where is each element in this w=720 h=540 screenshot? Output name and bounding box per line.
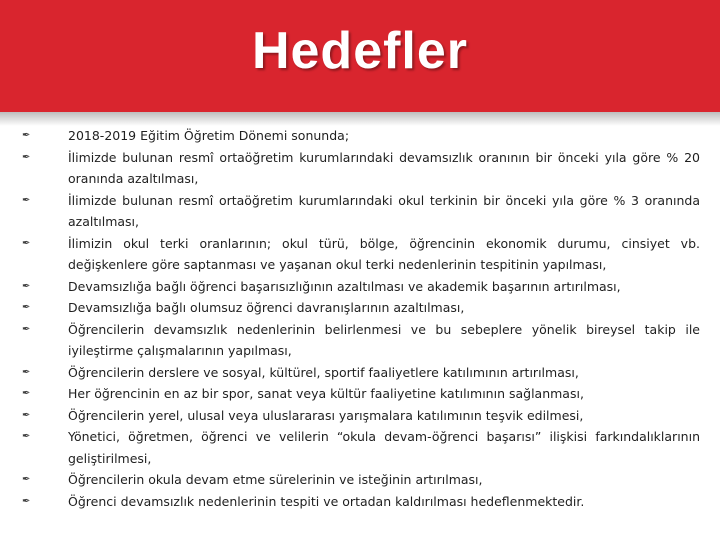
feather-quill-icon: ✒ <box>22 194 31 206</box>
title-banner <box>0 0 720 112</box>
list-item-text: 2018-2019 Eğitim Öğretim Dönemi sonunda; <box>68 128 350 143</box>
list-item <box>0 297 720 319</box>
list-item-text: Öğrencilerin derslere ve sosyal, kültürel, sportif faaliyetlere katılımının artırılması, <box>68 364 579 380</box>
feather-quill-icon: ✒ <box>22 431 31 442</box>
banner-shadow <box>0 112 720 126</box>
feather-quill-icon: ✒ <box>22 237 31 249</box>
list-item <box>0 319 720 362</box>
list-item-text: Her öğrencinin en az bir spor, sanat veya kültür faaliyetine katılımının sağlanması, <box>68 386 584 401</box>
list-item-text: İlimizde bulunan resmî ortaöğretim kurumlarındaki devamsızlık oranının bir önceki yıla göre % 20 oranında azaltılması, <box>68 149 700 186</box>
feather-quill-icon: ✒ <box>22 388 31 399</box>
feather-quill-icon: ✒ <box>22 495 31 507</box>
feather-quill-icon: ✒ <box>22 302 31 313</box>
list-item <box>0 125 720 147</box>
feather-quill-icon: ✒ <box>22 474 31 485</box>
list-item-text: Öğrencilerin okula devam etme sürelerinin ve isteğinin artırılması, <box>68 472 483 487</box>
list-item-text: İlimizin okul terki oranlarının; okul türü, bölge, öğrencinin ekonomik durumu, cinsiyet vb. değişkenlere göre saptanması ve yaşanan okul terki nedenlerinin tespitinin yapılması, <box>68 235 700 272</box>
feather-quill-icon: ✒ <box>22 130 31 141</box>
feather-quill-icon: ✒ <box>22 151 31 163</box>
list-item <box>0 405 720 427</box>
list-item <box>0 469 720 491</box>
list-item-text: Devamsızlığa bağlı olumsuz öğrenci davranışlarının azaltılması, <box>68 300 465 315</box>
list-item <box>0 383 720 405</box>
list-item <box>0 426 720 469</box>
list-item <box>0 276 720 298</box>
objectives-list <box>0 125 720 512</box>
list-item <box>0 190 720 233</box>
list-item-text: Öğrencilerin devamsızlık nedenlerinin belirlenmesi ve bu sebeplere yönelik bireysel takip ile iyileştirme çalışmalarının yapılması, <box>68 321 700 358</box>
slide-title: Hedefler <box>251 22 469 80</box>
feather-quill-icon: ✒ <box>22 409 31 421</box>
list-item <box>0 362 720 384</box>
list-item-text: Devamsızlığa bağlı öğrenci başarısızlığının azaltılması ve akademik başarının artırılması, <box>68 278 621 294</box>
list-item <box>0 491 720 513</box>
feather-quill-icon: ✒ <box>22 366 31 378</box>
list-item-text: Yönetici, öğretmen, öğrenci ve velilerin “okula devam-öğrenci başarısı” ilişkisi farkındalıklarının geliştirilmesi, <box>68 429 700 466</box>
list-item-text: İlimizde bulunan resmî ortaöğretim kurumlarındaki okul terkinin bir önceki yıla göre % 3 oranında azaltılması, <box>68 192 700 229</box>
feather-quill-icon: ✒ <box>22 323 31 335</box>
list-item <box>0 233 720 276</box>
list-item <box>0 147 720 190</box>
list-item-text: Öğrenci devamsızlık nedenlerinin tespiti ve ortadan kaldırılması hedeflenmektedir. <box>68 493 585 509</box>
list-item-text: Öğrencilerin yerel, ulusal veya uluslararası yarışmalara katılımının teşvik edilmesi, <box>68 407 584 423</box>
feather-quill-icon: ✒ <box>22 280 31 292</box>
